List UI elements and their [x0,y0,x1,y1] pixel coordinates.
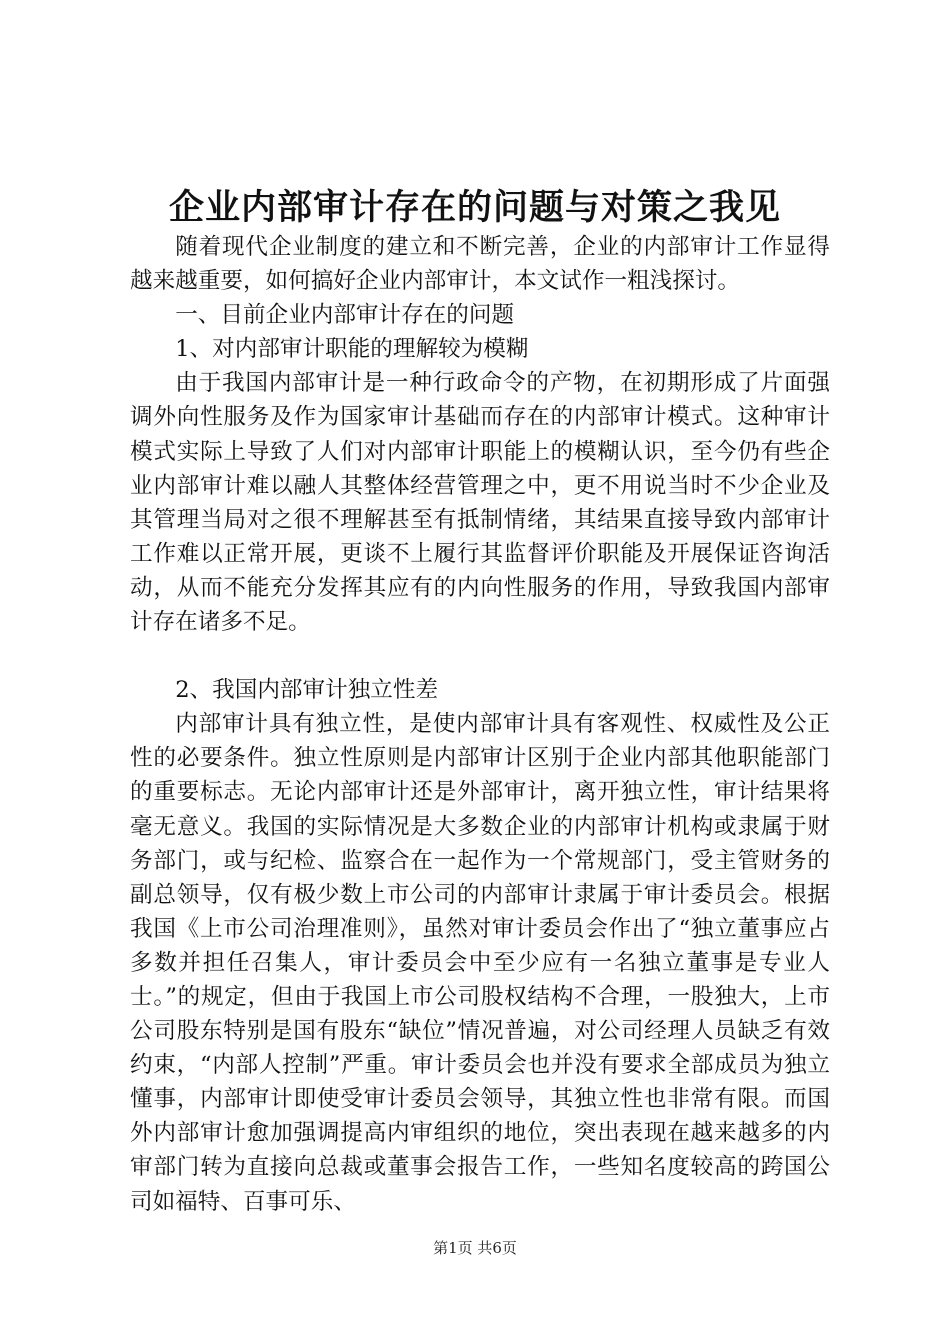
page-footer: 第1页 共6页 [433,1239,517,1257]
body-paragraph-1: 由于我国内部审计是一种行政命令的产物，在初期形成了片面强调外向性服务及作为国家审计基础而存在的内部审计模式。这种审计模式实际上导致了人们对内部审计职能上的模糊认识，至今仍有些企业内部审计难以融人其整体经营管理之中，更不用说当时不少企业及其管理当局对之很不理解甚至有抵制情绪，其结果直接导致内部审计工作难以正常开展，更谈不上履行其监督评价职能及开展保证咨询活动，从而不能充分发挥其应有的内向性服务的作用，导致我国内部审计存在诸多不足。 [130,370,830,636]
subsection-heading-1: 1、对内部审计职能的理解较为模糊 [175,336,529,363]
section-heading: 一、目前企业内部审计存在的问题 [175,302,515,329]
subsection-heading-2: 2、我国内部审计独立性差 [175,677,439,704]
paragraph-gap [130,639,830,673]
document-body [130,230,830,1219]
intro-paragraph: 随着现代企业制度的建立和不断完善，企业的内部审计工作显得越来越重要，如何搞好企业内部审计，本文试作一粗浅探讨。 [130,234,830,295]
body-paragraph-2: 内部审计具有独立性，是使内部审计具有客观性、权威性及公正性的必要条件。独立性原则是内部审计区别于企业内部其他职能部门的重要标志。无论内部审计还是外部审计，离开独立性，审计结果将毫无意义。我国的实际情况是大多数企业的内部审计机构或隶属于财务部门，或与纪检、监察合在一起作为一个常规部门，受主管财务的副总领导，仅有极少数上市公司的内部审计隶属于审计委员会。根据我国《上市公司治理准则》，虽然对审计委员会作出了“独立董事应占多数并担任召集人，审计委员会中至少应有一名独立董事是专业人士。”的规定，但由于我国上市公司股权结构不合理，一股独大，上市公司股东特别是国有股东“缺位”情况普遍，对公司经理人员缺乏有效约束，“内部人控制”严重。审计委员会也并没有要求全部成员为独立懂事，内部审计即使受审计委员会领导，其独立性也非常有限。而国外内部审计愈加强调提高内审组织的地位，突出表现在越来越多的内审部门转为直接向总裁或董事会报告工作，一些知名度较高的跨国公司如福特、百事可乐、 [130,711,830,1215]
document-title: 企业内部审计存在的问题与对策之我见 [168,187,781,228]
